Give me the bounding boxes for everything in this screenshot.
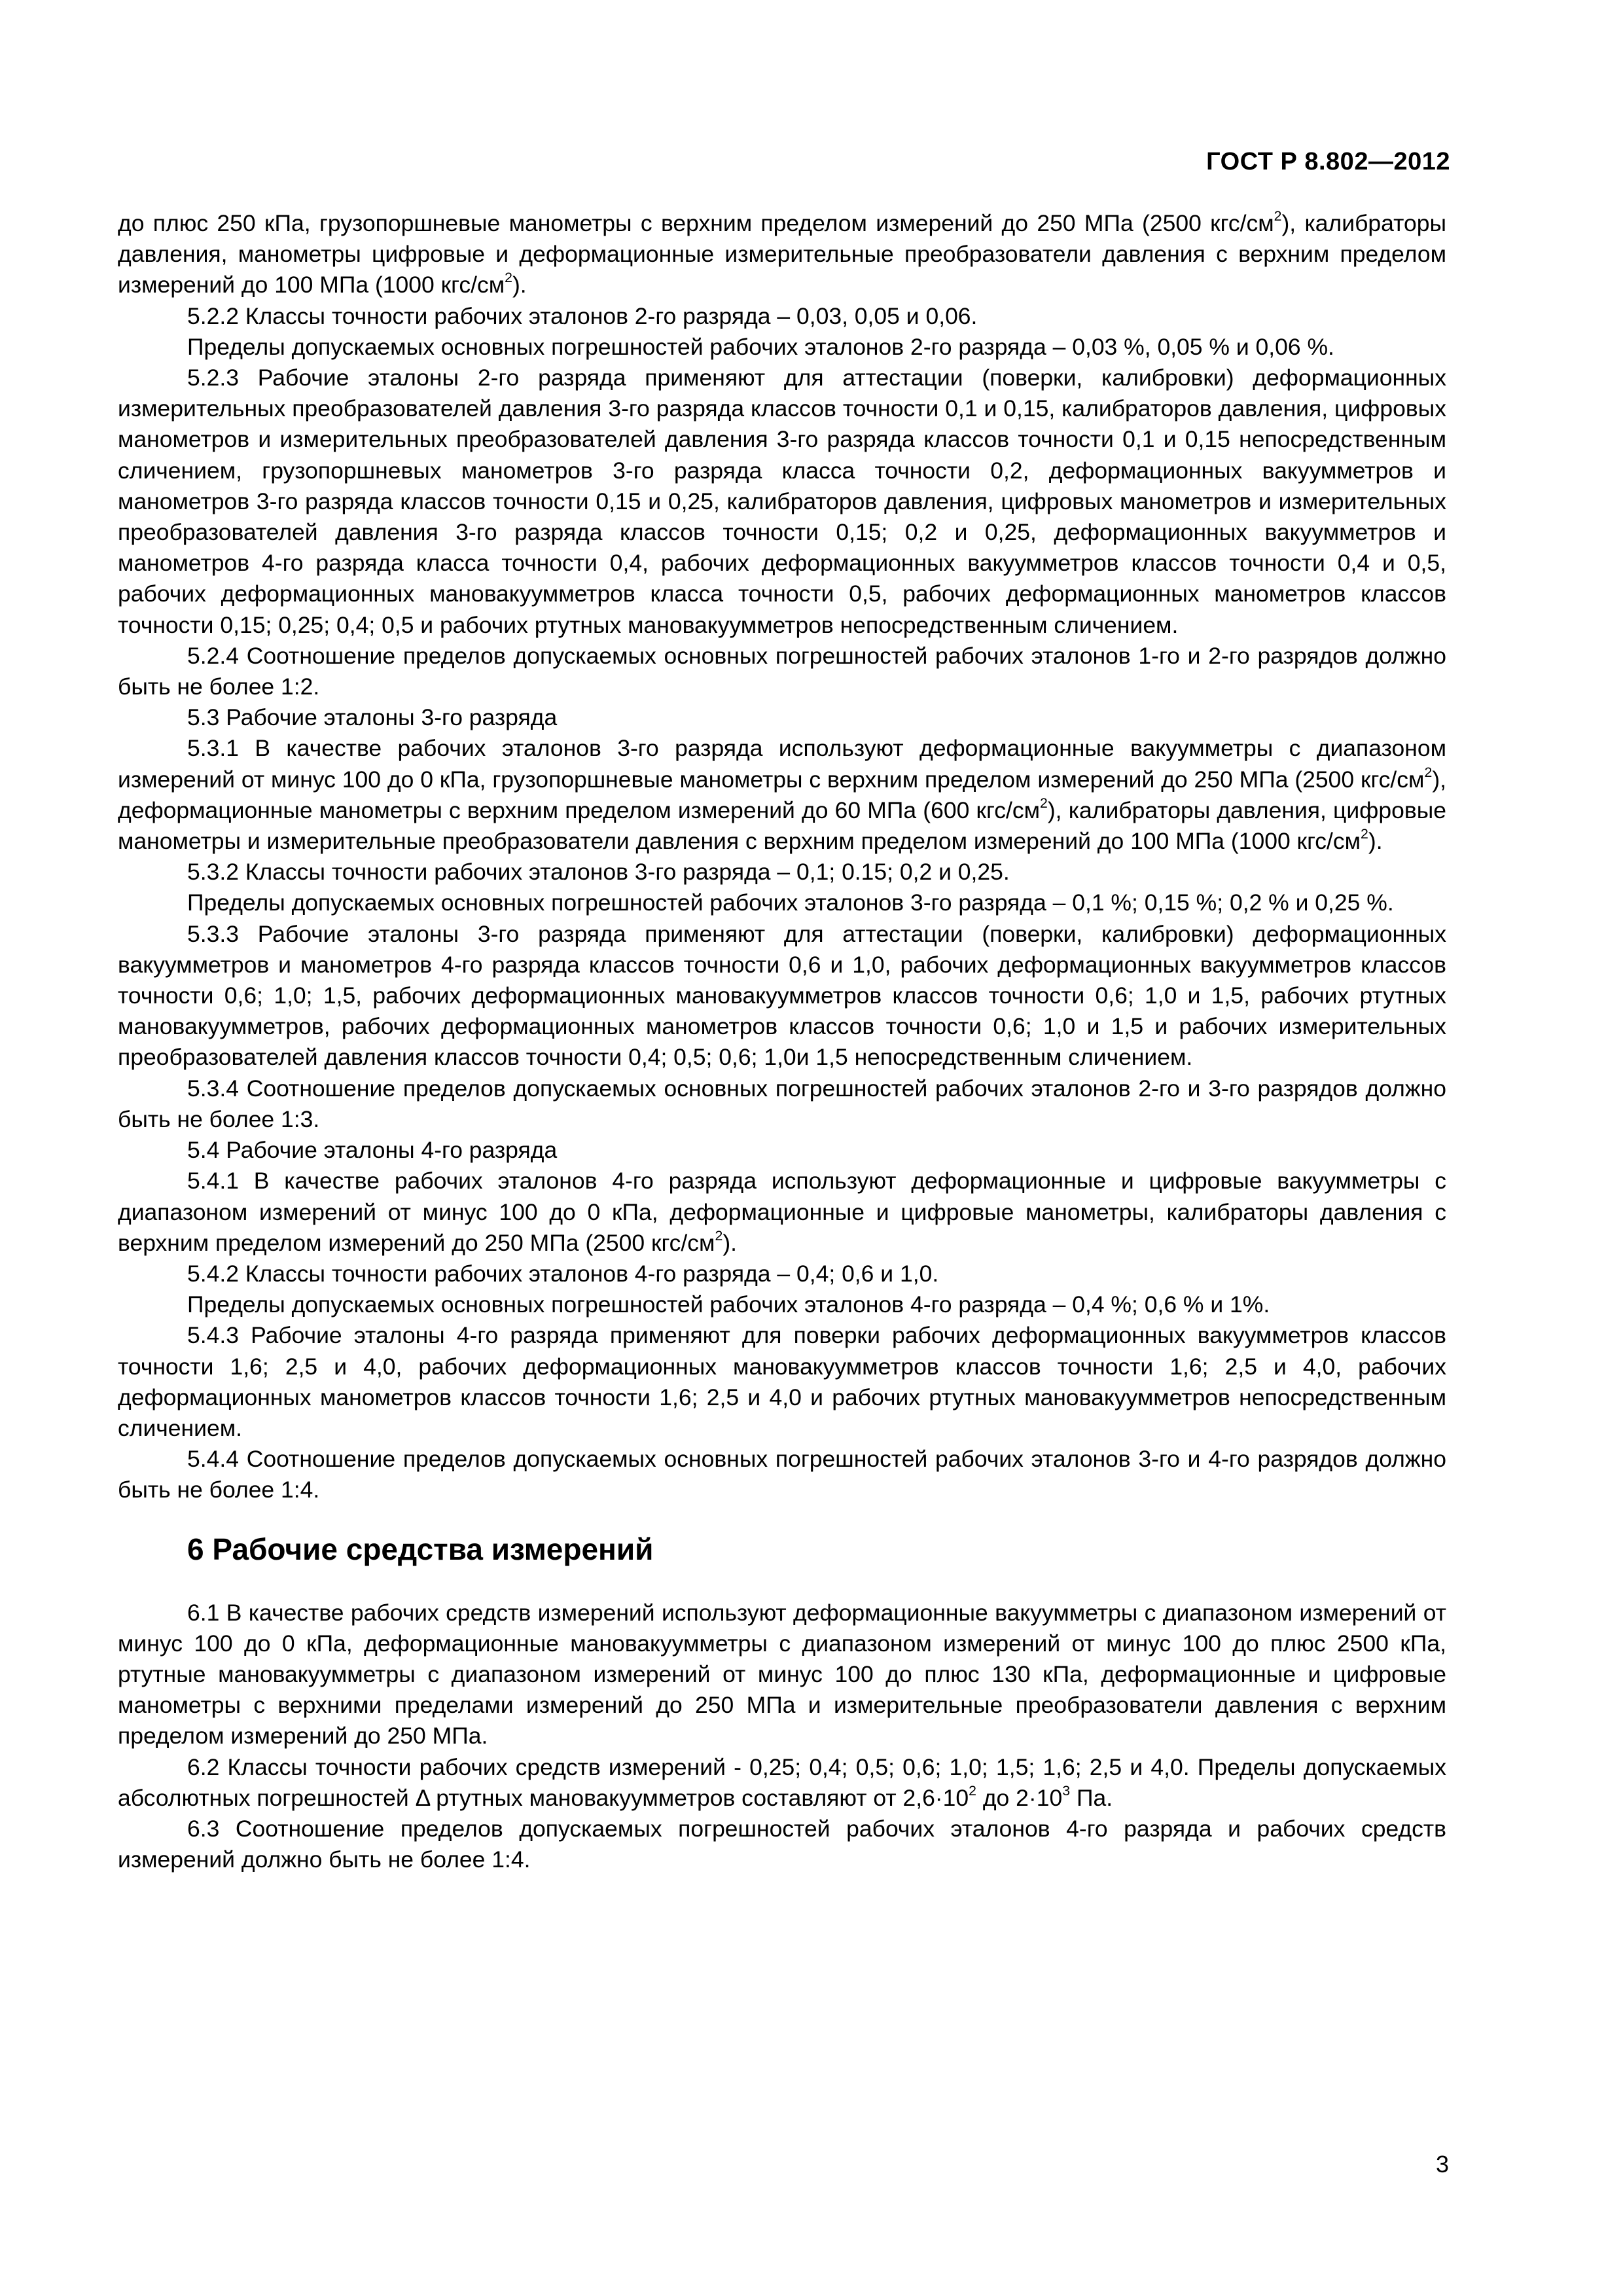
paragraph — [118, 1073, 1446, 1135]
document-body — [118, 208, 1446, 1875]
paragraph — [118, 733, 1446, 857]
text-run: ), деформационные манометры с верхним пределом измерений до 60 МПа (600 кгс/см — [118, 766, 1446, 823]
paragraph — [118, 363, 1446, 641]
text-run: 5.4.4 Соотношение пределов допускаемых основных погрешностей рабочих эталонов 3-го и 4-го разрядов должно быть не более 1:4. — [118, 1446, 1446, 1503]
text-run: до 2·10 — [976, 1784, 1063, 1811]
text-run: 5.2.4 Соотношение пределов допускаемых основных погрешностей рабочих эталонов 1-го и 2-го разрядов должно быть не более 1:2. — [118, 642, 1446, 700]
paragraph — [118, 857, 1446, 888]
text-run: 5.3 Рабочие эталоны 3-го разряда — [187, 704, 558, 731]
text-run: ), калибраторы давления, манометры цифровые и деформационные измерительные преобразователи давления с верхним пределом измерений до 100 МПа (1000 кгс/см — [118, 210, 1446, 298]
text-run: до плюс 250 кПа, грузопоршневые манометры с верхним пределом измерений до 250 МПа (2500 кгс/см — [118, 210, 1274, 236]
text-run: Пределы допускаемых основных погрешностей рабочих эталонов 2-го разряда – 0,03 %, 0,05 % и 0,06 %. — [187, 333, 1334, 360]
text-run: 5.4.1 В качестве рабочих эталонов 4-го разряда используют деформационные и цифровые вакуумметры с диапазоном измерений от минус 100 до 0 кПа, деформационные и цифровые манометры, калибраторы давления с верхним пределом измерений до 250 МПа (2500 кгс/см — [118, 1168, 1446, 1256]
text-run: 6.1 В качестве рабочих средств измерений используют деформационные вакуумметры с диапазоном измерений от минус 100 до 0 кПа, деформационные мановакуумметры с диапазоном измерений от минус 100 до плюс 2500 кПа, ртутные мановакуумметры с диапазоном измерений от минус 100 до плюс 130 кПа, деформационные и цифровые манометры с верхними пределами измерений до 250 МПа и измерительные преобразователи давления с верхним пределом измерений до 250 МПа. — [118, 1599, 1446, 1749]
text-run: 5.3.2 Классы точности рабочих эталонов 3-го разряда – 0,1; 0.15; 0,2 и 0,25. — [187, 859, 1010, 886]
superscript: 2 — [1274, 208, 1282, 224]
text-run: 5.4.3 Рабочие эталоны 4-го разряда применяют для поверки рабочих деформационных вакуумметров классов точности 1,6; 2,5 и 4,0, рабочих деформационных мановакуумметров классов точности 1,6; 2,5 и 4,0, рабочих деформационных манометров классов точности 1,6; 2,5 и 4,0 и рабочих ртутных мановакуумметров непосредственным сличением. — [118, 1322, 1446, 1441]
text-run: Пределы допускаемых основных погрешностей рабочих эталонов 3-го разряда – 0,1 %; 0,15 %; 0,2 % и 0,25 %. — [187, 889, 1394, 916]
section-5-text — [118, 208, 1446, 1506]
paragraph — [118, 301, 1446, 332]
section-heading: 6 Рабочие средства измерений — [187, 1532, 654, 1566]
paragraph — [118, 888, 1446, 918]
paragraph — [118, 702, 1446, 733]
text-run: ). — [722, 1229, 737, 1256]
paragraph — [118, 332, 1446, 363]
superscript: 2 — [505, 270, 512, 286]
text-run: 5.4 Рабочие эталоны 4-го разряда — [187, 1137, 558, 1164]
paragraph — [118, 1598, 1446, 1752]
superscript: 2 — [1361, 826, 1368, 842]
paragraph — [118, 1752, 1446, 1814]
page-number: 3 — [1435, 2151, 1449, 2178]
paragraph — [118, 919, 1446, 1073]
paragraph — [118, 1135, 1446, 1166]
superscript: 2 — [969, 1782, 976, 1799]
text-run: ). — [512, 272, 527, 298]
superscript: 2 — [1424, 764, 1433, 780]
text-run: Пределы допускаемых основных погрешностей рабочих эталонов 4-го разряда – 0,4 %; 0,6 % и 1%. — [187, 1291, 1270, 1318]
text-run: 5.3.3 Рабочие эталоны 3-го разряда применяют для аттестации (поверки, калибровки) деформационных вакуумметров и манометров 4-го разряда классов точности 0,6 и 1,0, рабочих деформационных вакуумметров классов точности 0,6; 1,0; 1,5, рабочих деформационных мановакуумметров классов точности 0,6; 1,0 и 1,5, рабочих ртутных мановакуумметров, рабочих деформационных манометров классов точности 0,6; 1,0 и 1,5 и рабочих измерительных преобразователей давления классов точности 0,4; 0,5; 0,6; 1,0и 1,5 непосредственным сличением. — [118, 920, 1446, 1071]
section-6-text — [118, 1598, 1446, 1876]
text-run: 5.3.4 Соотношение пределов допускаемых основных погрешностей рабочих эталонов 2-го и 3-го разрядов должно быть не более 1:3. — [118, 1075, 1446, 1132]
superscript: 3 — [1062, 1782, 1071, 1799]
paragraph — [118, 208, 1446, 301]
paragraph — [118, 1289, 1446, 1320]
text-run: 6.2 Классы точности рабочих средств измерений - 0,25; 0,4; 0,5; 0,6; 1,0; 1,5; 1,6; 2,5 и 4,0. Пределы допускаемых абсолютных погрешностей Δ ртутных мановакуумметров составляют от 2,6·10 — [118, 1753, 1446, 1811]
paragraph — [118, 1166, 1446, 1259]
paragraph — [118, 641, 1446, 702]
text-run: ). — [1368, 828, 1383, 855]
text-run: 5.2.2 Классы точности рабочих эталонов 2-го разряда – 0,03, 0,05 и 0,06. — [187, 302, 978, 329]
text-run: 5.3.1 В качестве рабочих эталонов 3-го разряда используют деформационные вакуумметры с диапазоном измерений от минус 100 до 0 кПа, грузопоршневые манометры с верхним пределом измерений до 250 МПа (2500 кгс/см — [118, 735, 1446, 793]
text-run: 5.2.3 Рабочие эталоны 2-го разряда применяют для аттестации (поверки, калибровки) деформационных измерительных преобразователей давления 3-го разряда классов точности 0,1 и 0,15, калибраторов давления, цифровых манометров и измерительных преобразователей давления 3-го разряда классов точности 0,1 и 0,15 непосредственным сличением, грузопоршневых манометров 3-го разряда класса точности 0,2, деформационных вакуумметров и манометров 3-го разряда классов точности 0,15 и 0,25, калибраторов давления, цифровых манометров и измерительных преобразователей давления 3-го разряда классов точности 0,15; 0,2 и 0,25, деформационных вакуумметров и манометров 4-го разряда класса точности 0,4, рабочих деформационных вакуумметров классов точности 0,4 и 0,5, рабочих деформационных мановакуумметров класса точности 0,5, рабочих деформационных манометров классов точности 0,15; 0,25; 0,4; 0,5 и рабочих ртутных мановакуумметров непосредственным сличением. — [118, 365, 1446, 638]
paragraph — [118, 1814, 1446, 1875]
paragraph — [118, 1320, 1446, 1444]
text-run: 5.4.2 Классы точности рабочих эталонов 4-го разряда – 0,4; 0,6 и 1,0. — [187, 1260, 939, 1287]
text-run: 6.3 Соотношение пределов допускаемых погрешностей рабочих эталонов 4-го разряда и рабочих средств измерений должно быть не более 1:4. — [118, 1815, 1446, 1873]
document-header: ГОСТ Р 8.802—2012 — [1206, 148, 1450, 175]
text-run: Па. — [1070, 1784, 1113, 1811]
paragraph — [118, 1259, 1446, 1289]
text-run: ), калибраторы давления, цифровые манометры и измерительные преобразователи давления с верхним пределом измерений до 100 МПа (1000 кгс/см — [118, 797, 1447, 855]
superscript: 2 — [715, 1227, 723, 1244]
paragraph — [118, 1444, 1446, 1505]
superscript: 2 — [1040, 795, 1048, 811]
